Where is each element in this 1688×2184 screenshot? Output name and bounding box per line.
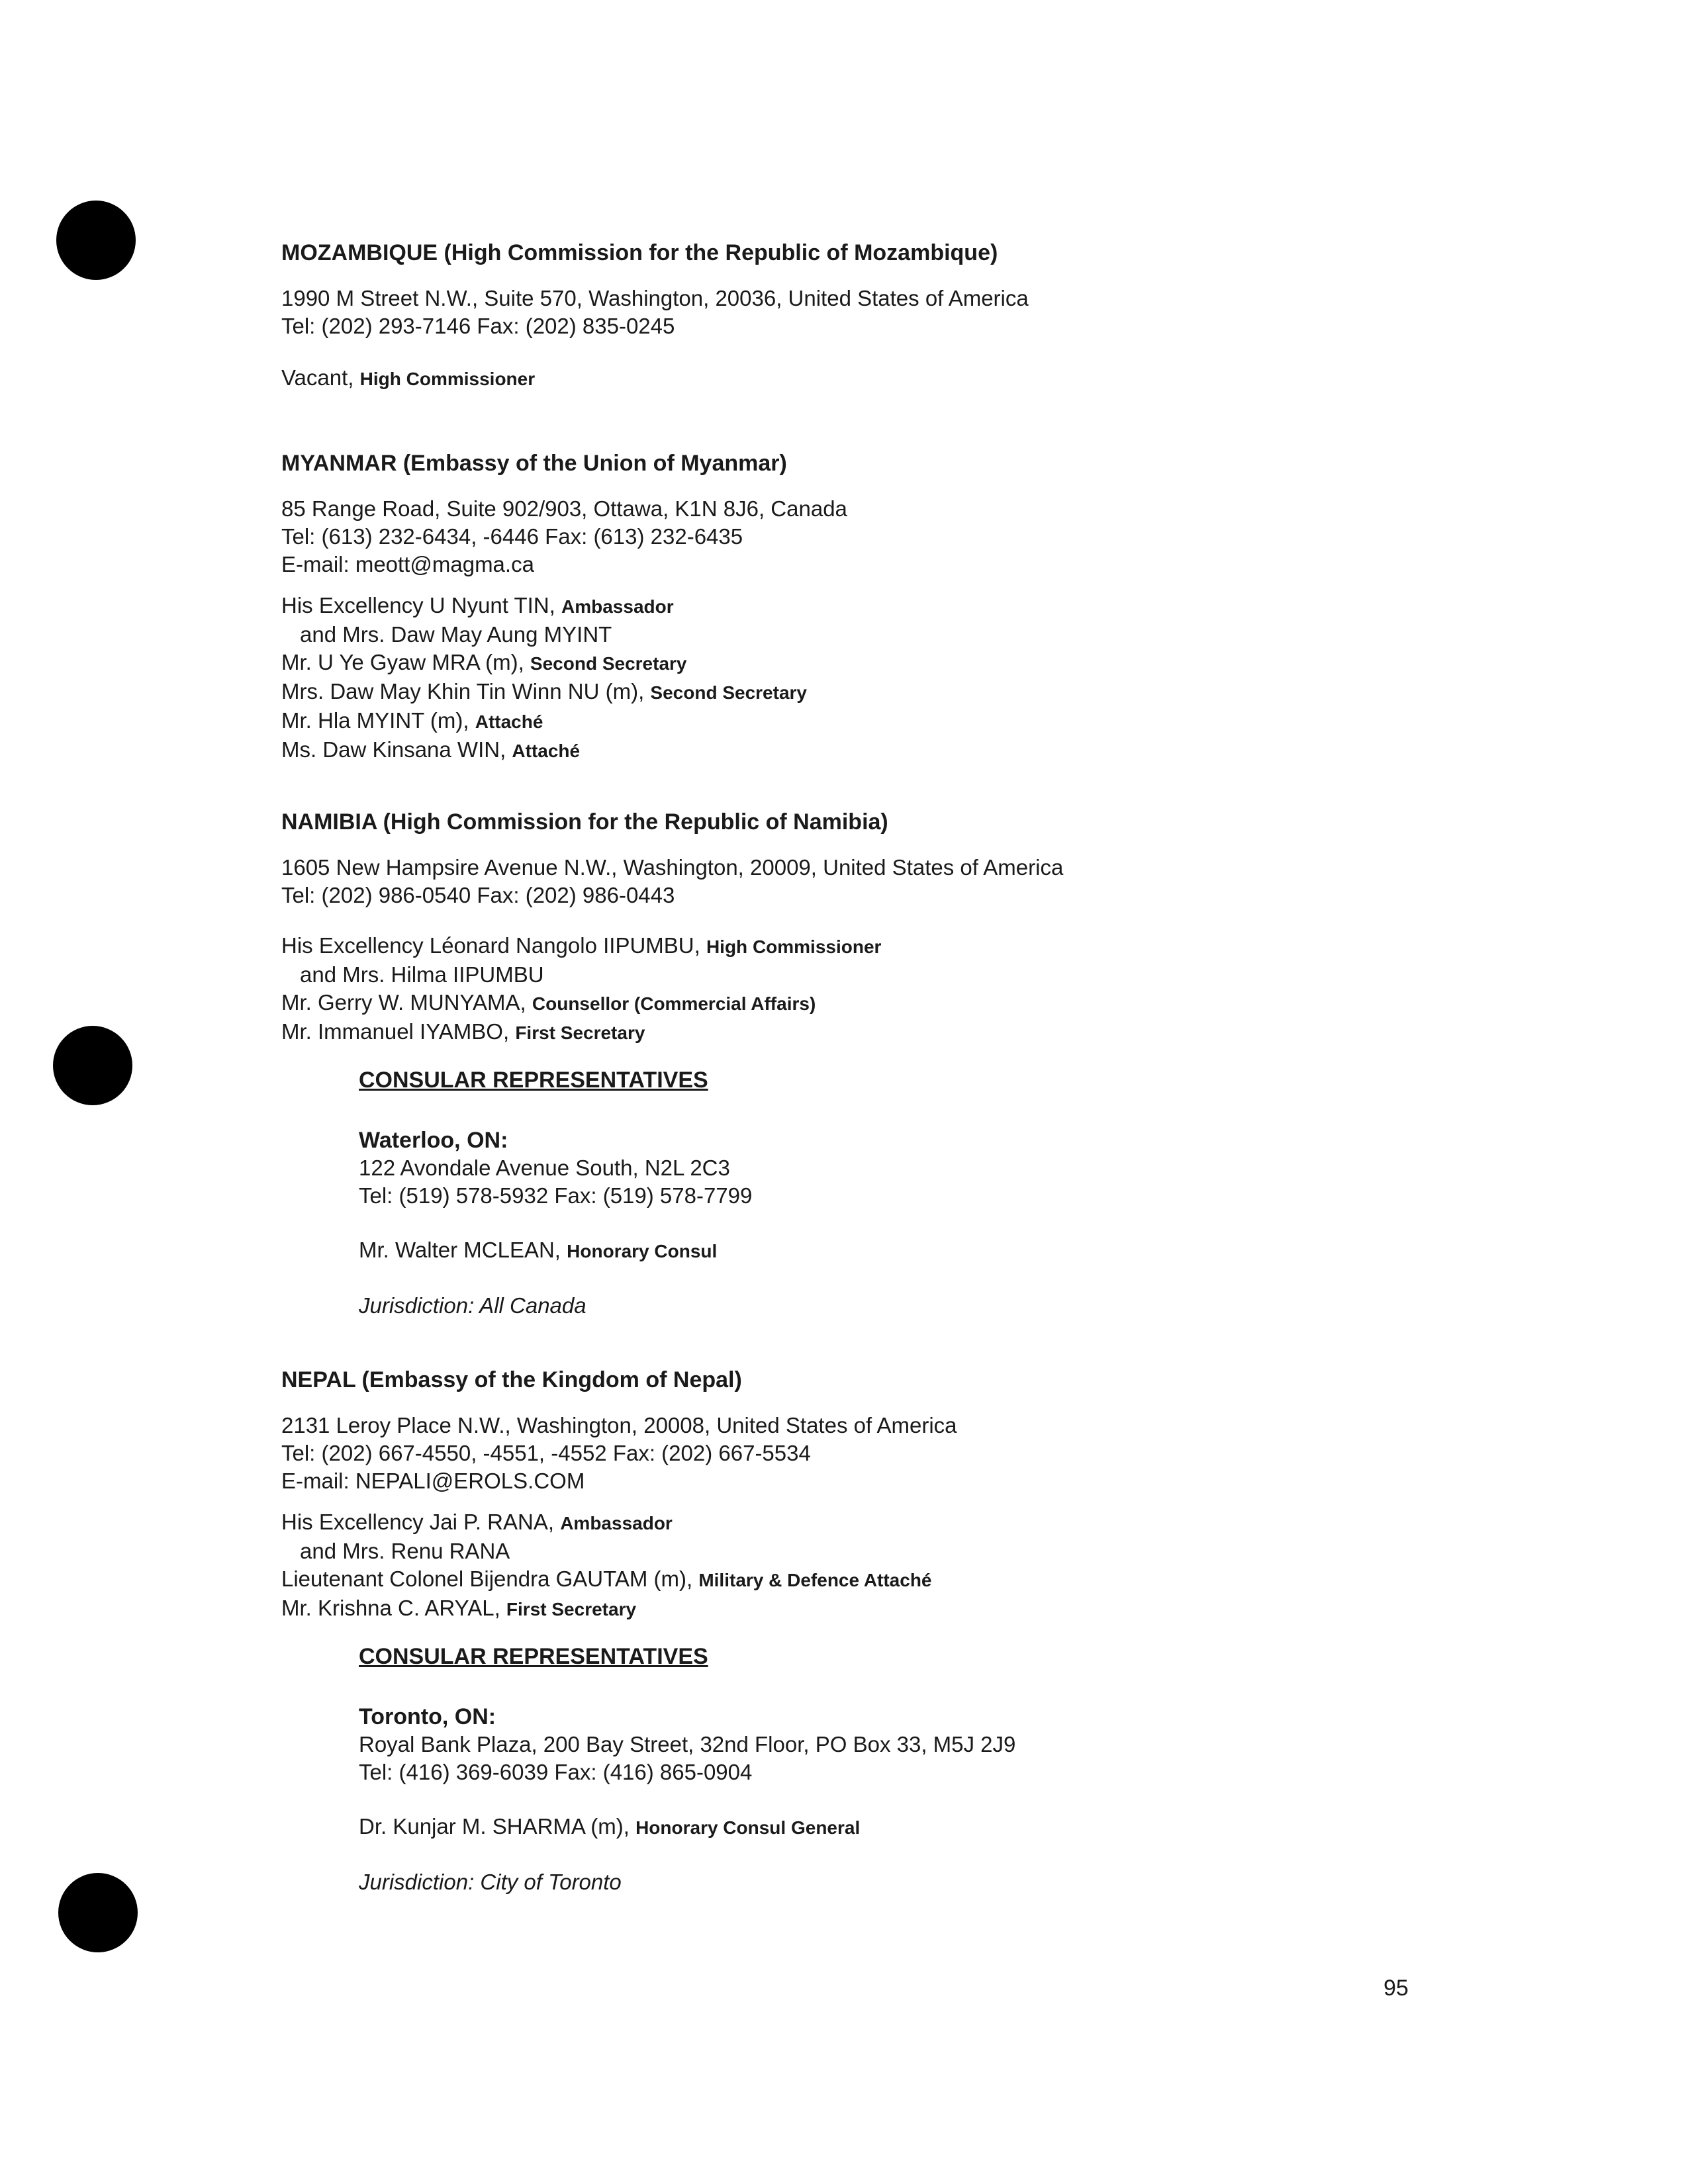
consular-person — [359, 1813, 1539, 1842]
consular-jurisdiction: Jurisdiction: All Canada — [359, 1293, 586, 1318]
section-nepal — [281, 1367, 1539, 1896]
staff-name: His Excellency U Nyunt TIN, — [281, 593, 562, 617]
consular-heading: CONSULAR REPRESENTATIVES — [359, 1644, 708, 1669]
mozambique-phone: Tel: (202) 293-7146 Fax: (202) 835-0245 — [281, 314, 675, 338]
section-namibia — [281, 809, 1539, 1320]
nepal-email: E-mail: NEPALI@EROLS.COM — [281, 1469, 585, 1493]
staff-title: First Secretary — [506, 1599, 637, 1619]
staff-name: Vacant, — [281, 365, 360, 390]
staff-line — [281, 1508, 1539, 1537]
mozambique-address: 1990 M Street N.W., Suite 570, Washington, 20036, United States of America — [281, 286, 1029, 310]
nepal-phone: Tel: (202) 667-4550, -4551, -4552 Fax: (202) 667-5534 — [281, 1441, 811, 1465]
nepal-consular — [359, 1643, 1539, 1896]
consular-heading: CONSULAR REPRESENTATIVES — [359, 1068, 708, 1093]
staff-line — [281, 678, 1539, 707]
staff-name: Mr. Krishna C. ARYAL, — [281, 1596, 506, 1620]
namibia-heading: NAMIBIA (High Commission for the Republic of Namibia) — [281, 809, 888, 835]
myanmar-phone: Tel: (613) 232-6434, -6446 Fax: (613) 232-6435 — [281, 524, 743, 549]
nepal-address: 2131 Leroy Place N.W., Washington, 20008, United States of America — [281, 1413, 957, 1437]
consular-city: Toronto, ON: — [359, 1704, 496, 1729]
staff-line — [281, 989, 1539, 1018]
staff-title: Second Secretary — [530, 653, 687, 674]
myanmar-email: E-mail: meott@magma.ca — [281, 552, 534, 576]
staff-line — [281, 932, 1539, 961]
namibia-phone: Tel: (202) 986-0540 Fax: (202) 986-0443 — [281, 883, 675, 907]
staff-name: and Mrs. Renu RANA — [300, 1539, 510, 1563]
staff-title: High Commissioner — [359, 369, 536, 389]
staff-line — [281, 649, 1539, 678]
staff-line — [281, 736, 1539, 765]
staff-name: Lieutenant Colonel Bijendra GAUTAM (m), — [281, 1567, 699, 1591]
nepal-heading: NEPAL (Embassy of the Kingdom of Nepal) — [281, 1367, 742, 1392]
staff-line — [281, 1565, 1539, 1594]
staff-name: His Excellency Léonard Nangolo IIPUMBU, — [281, 933, 706, 958]
consular-phone: Tel: (519) 578-5932 Fax: (519) 578-7799 — [359, 1183, 753, 1208]
staff-name: Mr. Walter MCLEAN, — [359, 1238, 567, 1262]
staff-title: High Commissioner — [706, 936, 882, 957]
staff-title: Attaché — [512, 741, 581, 761]
staff-line — [281, 592, 1539, 621]
myanmar-address: 85 Range Road, Suite 902/903, Ottawa, K1N 8J6, Canada — [281, 496, 847, 521]
staff-line — [281, 707, 1539, 736]
staff-line — [281, 621, 1539, 649]
page-number: 95 — [1383, 1976, 1409, 2001]
staff-title: First Secretary — [515, 1023, 645, 1043]
staff-line — [281, 1594, 1539, 1623]
consular-address: Royal Bank Plaza, 200 Bay Street, 32nd Floor, PO Box 33, M5J 2J9 — [359, 1732, 1016, 1756]
consular-phone: Tel: (416) 369-6039 Fax: (416) 865-0904 — [359, 1760, 753, 1784]
staff-title: Attaché — [475, 711, 543, 732]
mozambique-heading: MOZAMBIQUE (High Commission for the Republic of Mozambique) — [281, 240, 998, 265]
staff-name: Mr. U Ye Gyaw MRA (m), — [281, 650, 530, 674]
staff-line — [281, 364, 1539, 393]
staff-line — [281, 1537, 1539, 1565]
staff-name: and Mrs. Hilma IIPUMBU — [300, 962, 544, 987]
consular-address: 122 Avondale Avenue South, N2L 2C3 — [359, 1156, 730, 1180]
staff-name: Mr. Hla MYINT (m), — [281, 708, 475, 733]
consular-city: Waterloo, ON: — [359, 1128, 508, 1153]
staff-name: Ms. Daw Kinsana WIN, — [281, 737, 512, 762]
consular-jurisdiction: Jurisdiction: City of Toronto — [359, 1870, 622, 1894]
staff-name: Dr. Kunjar M. SHARMA (m), — [359, 1814, 636, 1839]
staff-line — [281, 1018, 1539, 1047]
section-mozambique — [281, 240, 1539, 393]
staff-name: Mr. Gerry W. MUNYAMA, — [281, 990, 532, 1015]
staff-title: Ambassador — [561, 596, 674, 617]
staff-title: Honorary Consul General — [635, 1817, 861, 1838]
staff-title: Second Secretary — [650, 682, 807, 703]
punch-hole-bottom — [58, 1873, 138, 1952]
staff-title: Ambassador — [560, 1513, 673, 1533]
staff-name: Mrs. Daw May Khin Tin Winn NU (m), — [281, 679, 651, 704]
staff-line — [281, 961, 1539, 989]
staff-title: Honorary Consul — [567, 1241, 718, 1261]
consular-person — [359, 1236, 1539, 1265]
staff-title: Military & Defence Attaché — [698, 1570, 932, 1590]
namibia-address: 1605 New Hampsire Avenue N.W., Washington, 20009, United States of America — [281, 855, 1064, 880]
namibia-consular — [359, 1067, 1539, 1320]
staff-name: Mr. Immanuel IYAMBO, — [281, 1019, 516, 1044]
staff-title: Counsellor (Commercial Affairs) — [532, 993, 816, 1014]
punch-hole-middle — [53, 1026, 132, 1105]
section-myanmar — [281, 450, 1539, 765]
staff-name: His Excellency Jai P. RANA, — [281, 1510, 561, 1534]
staff-name: and Mrs. Daw May Aung MYINT — [300, 622, 612, 647]
myanmar-heading: MYANMAR (Embassy of the Union of Myanmar) — [281, 451, 787, 476]
punch-hole-top — [56, 201, 136, 280]
